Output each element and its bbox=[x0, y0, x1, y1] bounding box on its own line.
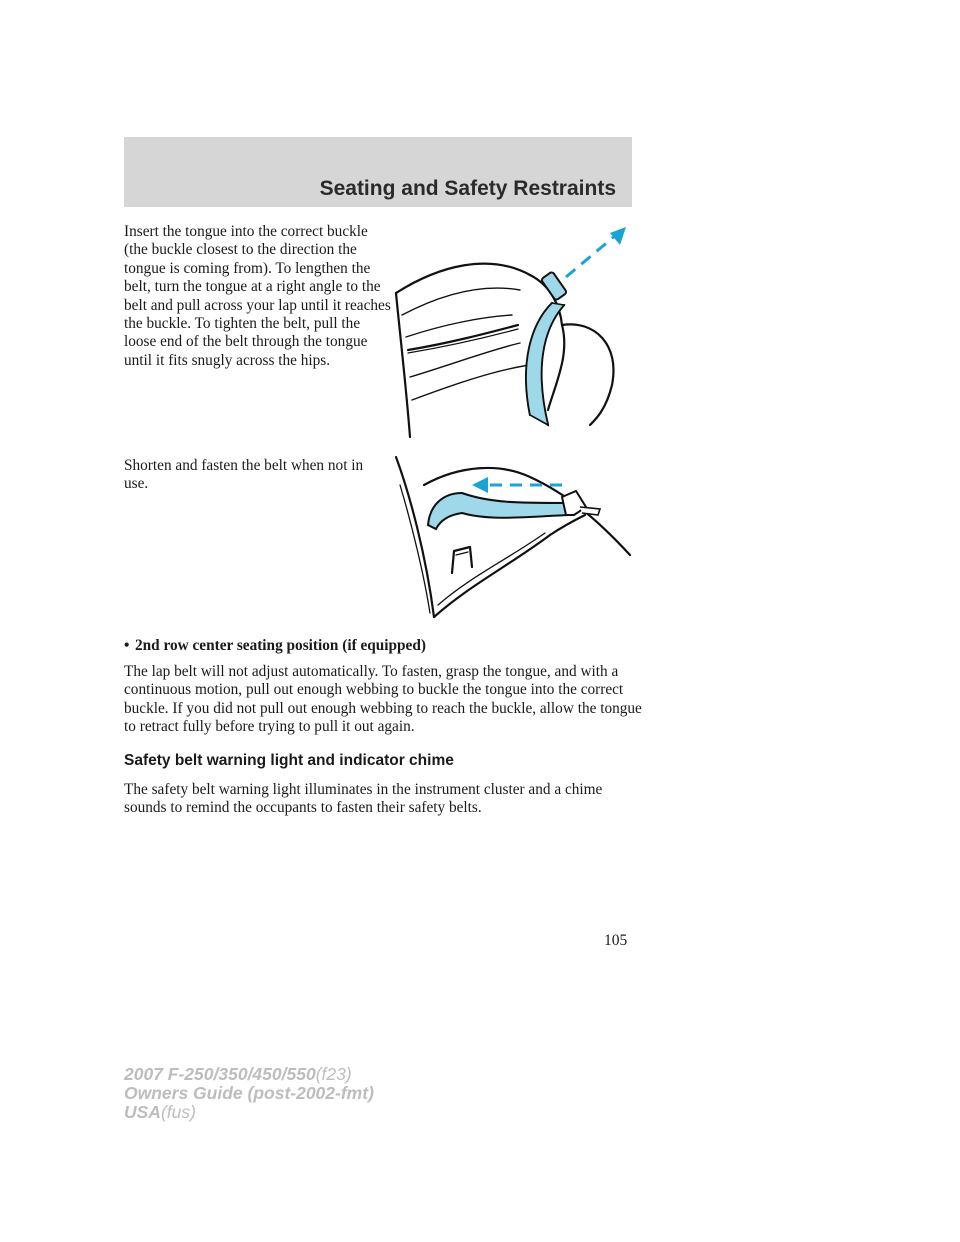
footer-market-code: (fus) bbox=[160, 1102, 196, 1122]
footer-market: USA bbox=[124, 1102, 161, 1122]
paragraph-lap-belt: The lap belt will not adjust automatically. To fasten, grasp the tongue, and with a continuous motion, pull out enough webbing to buckle the tongue into the correct buckle. If you did not pull out enough webbing to reach the buckle, allow the tongue to retract fully before trying to pull it out again. bbox=[124, 663, 642, 736]
bullet-2nd-row-center bbox=[124, 637, 426, 655]
footer-model: 2007 F-250/350/450/550 bbox=[124, 1064, 316, 1084]
section-title: Seating and Safety Restraints bbox=[319, 177, 616, 200]
subheading-warning-light: Safety belt warning light and indicator chime bbox=[124, 752, 454, 769]
bullet-symbol: • bbox=[124, 637, 130, 654]
bullet-text: 2nd row center seating position (if equipped) bbox=[135, 637, 426, 654]
section-header-band bbox=[124, 137, 632, 207]
paragraph-warning-light: The safety belt warning light illuminates in the instrument cluster and a chime sounds to remind the occupants to fasten their safety belts. bbox=[124, 781, 603, 817]
footer-line-3 bbox=[124, 1103, 374, 1122]
footer-line-2: Owners Guide (post-2002-fmt) bbox=[124, 1083, 374, 1103]
lap-belt-lengthen-illustration bbox=[380, 225, 630, 440]
paragraph-shorten-belt: Shorten and fasten the belt when not in use. bbox=[124, 457, 364, 493]
lap-belt-stowed-illustration bbox=[390, 455, 635, 620]
paragraph-insert-tongue: Insert the tongue into the correct buckle (the buckle closest to the direction the tongue is coming from). To lengthen the belt, turn the tongue at a right angle to the belt and pull across your lap until it reaches the buckle. To tighten the belt, pull the loose end of the belt through the tongue until it fits snugly across the hips. bbox=[124, 223, 391, 369]
footer-line-1 bbox=[124, 1065, 374, 1084]
footer-model-code: (f23) bbox=[315, 1064, 352, 1084]
page-number: 105 bbox=[604, 932, 628, 949]
document-footer bbox=[124, 1065, 374, 1122]
